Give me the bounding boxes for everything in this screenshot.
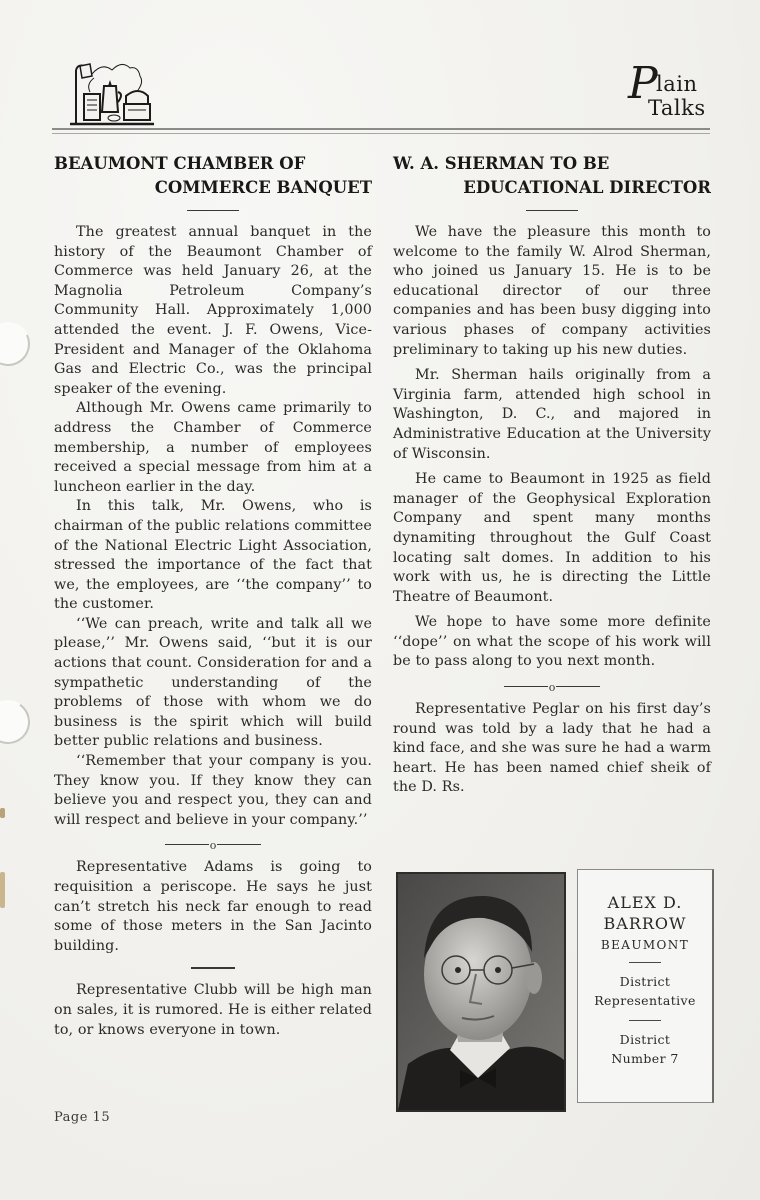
article-paragraph: The greatest annual banquet in the history of the Beaumont Chamber of Commerce was held January 26, at the Magnolia Petroleum Company’s Community Hall. Approximately 1,000 attended the event. J. F. Owens, Vice-President and Manager of the Oklahoma Gas and Electric Co., was the principal speaker of the evening.: [54, 224, 372, 397]
representative-name: ALEX D. BARROW: [603, 893, 687, 933]
header-rule: [52, 128, 710, 134]
masthead-cap: P: [628, 58, 658, 109]
article-paragraph: In this talk, Mr. Owens, who is chairman of the public relations committee of the National Electric Light Association, stressed the importance of the fact that we, the employees, are ‘‘the company’’ to the customer.: [54, 498, 372, 613]
article-headline: W. A. SHERMAN TO BE EDUCATIONAL DIRECTOR: [393, 154, 711, 197]
portrait-photo: [396, 872, 566, 1112]
representative-city: BEAUMONT: [600, 938, 690, 952]
representative-district: District Number 7: [611, 1032, 679, 1066]
section-separator: o: [393, 681, 711, 692]
plain-talks-masthead: [628, 58, 710, 126]
representative-role: District Representative: [594, 974, 696, 1008]
portrait-caption-box: [577, 869, 714, 1103]
paper-tear-mark: [0, 808, 5, 818]
binding-hole: [0, 697, 33, 748]
peglar-note: Representative Peglar on his first day’s round was told by a lady that he had a kind face, and she was sure he had a warm heart. He has been named chief sheik of the D. Rs.: [393, 701, 711, 796]
article-chamber-banquet: [54, 152, 372, 1040]
article-paragraph: ‘‘We can preach, write and talk all we please,’’ Mr. Owens said, ‘‘but it is our actions that count. Consideration for and a sympathetic understanding of the problems of those with whom we do business is the spirit which will build better public relations and business.: [54, 615, 372, 750]
article-paragraph: We hope to have some more definite ‘‘dope’’ on what the scope of his work will be to pass along to you next month.: [393, 614, 711, 670]
section-separator: [191, 967, 235, 969]
article-paragraph: ‘‘Remember that your company is you. They know you. If they know they can believe you and respect you, they can and will respect and believe in your company.’’: [54, 753, 372, 828]
binding-hole: [0, 316, 36, 372]
headline-rule: [187, 210, 239, 211]
page-number: Page 15: [54, 1110, 111, 1125]
adams-note: Representative Adams is going to requisition a periscope. He says he just can’t stretch his neck far enough to read some of those meters in the San Jacinto building.: [54, 859, 372, 954]
masthead-line-2: Talks: [648, 96, 706, 120]
clubb-note: Representative Clubb will be high man on sales, it is rumored. He is either related to, or knows everyone in town.: [54, 982, 372, 1038]
article-sherman-director: [393, 152, 711, 798]
caption-rule: [629, 1020, 661, 1021]
article-paragraph: Mr. Sherman hails originally from a Virginia farm, attended high school in Washington, D. C., and majored in Administrative Education at the University of Wisconsin.: [393, 367, 711, 462]
article-paragraph: He came to Beaumont in 1925 as field manager of the Geophysical Exploration Company and spent many months dynamiting throughout the Gulf Coast locating salt domes. In addition to his work with us, he is directing the Little Theatre of Beaumont.: [393, 471, 711, 605]
appliances-logo-icon: [68, 62, 156, 128]
article-paragraph: Although Mr. Owens came primarily to address the Chamber of Commerce membership, a number of employees received a special message from him at a luncheon earlier in the day.: [54, 400, 372, 495]
headline-rule: [526, 210, 578, 211]
section-separator: o: [54, 839, 372, 850]
caption-rule: [629, 962, 661, 963]
paper-tear-mark: [0, 872, 5, 908]
article-headline: BEAUMONT CHAMBER OF COMMERCE BANQUET: [54, 154, 372, 197]
masthead-line-1: lain: [656, 72, 698, 96]
article-paragraph: We have the pleasure this month to welcome to the family W. Alrod Sherman, who joined us January 15. He is to be educational director of our three companies and has been busy digging into various phases of company activities preliminary to taking up his new duties.: [393, 224, 711, 358]
